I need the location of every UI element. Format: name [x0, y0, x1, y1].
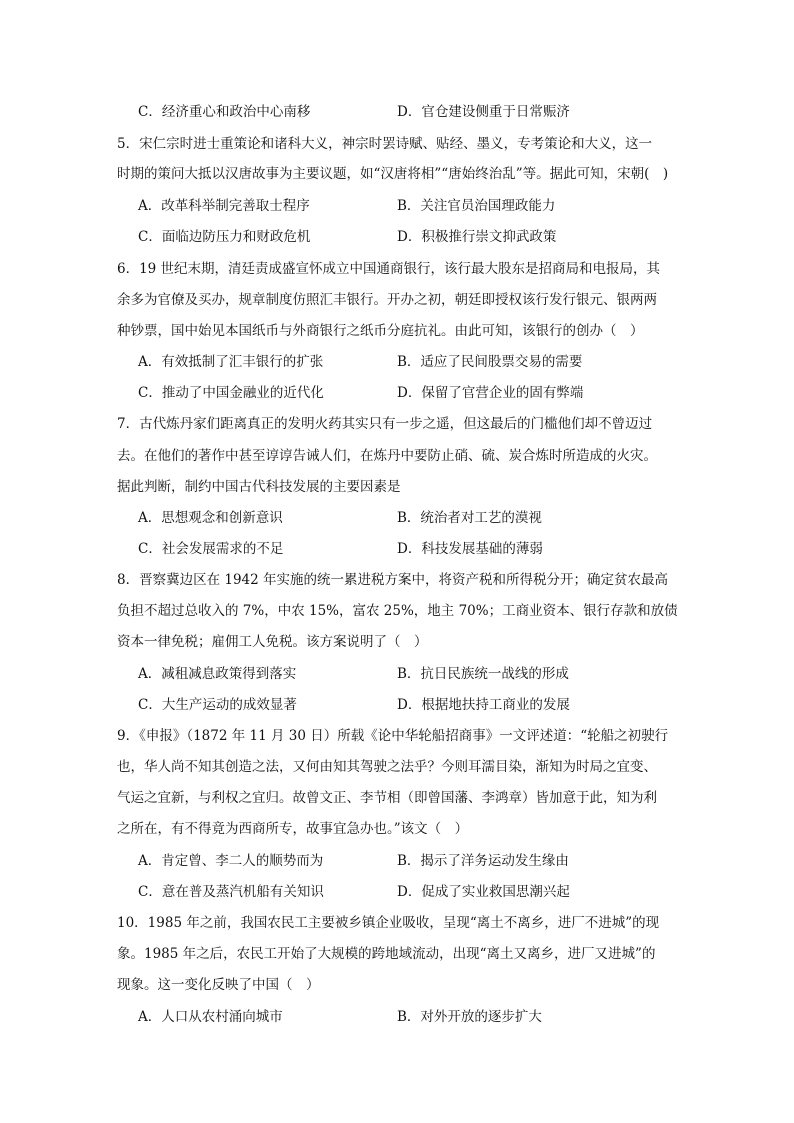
q8-stem-line-3: 资本一律免税；雇佣工人免税。该方案说明了（ ）: [117, 634, 428, 650]
q7-stem-line-3: 据此判断，制约中国古代科技发展的主要因素是: [117, 479, 401, 495]
q6-option-b: B．适应了民间股票交易的需要: [397, 354, 583, 370]
q10-stem-line-3: 现象。这一变化反映了中国（ ）: [117, 977, 320, 993]
q8-option-a: A．减租减息政策得到落实: [138, 666, 297, 682]
q9-stem-line-1: 9．《申报》（1872 年 11 月 30 日）所载《论中华轮船招商事》一文评述道：“轮船之初驶行: [117, 728, 669, 744]
q8-stem-line-1: 8．晋察冀边区在 1942 年实施的统一累进税方案中，将资产税和所得税分开；确定贫农最高: [117, 572, 669, 588]
q4-option-c: C．经济重心和政治中心南移: [138, 104, 311, 120]
q7-stem-line-1: 7．古代炼丹家们距离真正的发明火药其实只有一步之遥，但这最后的门槛他们却不曾迈过: [117, 416, 653, 432]
q7-option-c: C．社会发展需求的不足: [138, 541, 284, 557]
q4-option-d: D．官仓建设侧重于日常赈济: [397, 104, 570, 120]
q5-option-c: C．面临边防压力和财政危机: [138, 229, 311, 245]
q9-stem-line-2: 也，华人尚不知其创造之法，又何由知其驾驶之法乎？今则耳濡目染，渐知为时局之宜变、: [117, 759, 657, 775]
q5-option-b: B．关注官员治国理政能力: [397, 198, 556, 214]
q9-option-d: D．促成了实业救国思潮兴起: [397, 884, 570, 900]
q8-option-d: D．根据地扶持工商业的发展: [397, 697, 570, 713]
q10-stem-line-1: 10．1985 年之前，我国农民工主要被乡镇企业吸收，呈现“离土不离乡，进厂不进城”的现: [117, 915, 660, 931]
q8-option-c: C．大生产运动的成效显著: [138, 697, 297, 713]
q10-stem-line-2: 象。1985 年之后，农民工开始了大规模的跨地域流动，出现“离土又离乡，进厂又进城”的: [117, 946, 656, 962]
q7-option-a: A．思想观念和创新意识: [138, 510, 283, 526]
q8-option-b: B．抗日民族统一战线的形成: [397, 666, 569, 682]
q5-option-d: D．积极推行崇文抑武政策: [397, 229, 557, 245]
q6-stem-line-3: 种钞票，国中始见本国纸币与外商银行之纸币分庭抗礼。由此可知，该银行的创办（ ）: [117, 323, 644, 339]
q6-option-a: A．有效抵制了汇丰银行的扩张: [138, 354, 324, 370]
q10-option-b: B．对外开放的逐步扩大: [397, 1009, 542, 1025]
q6-stem-line-1: 6．19 世纪末期，清廷责成盛宣怀成立中国通商银行，该行最大股东是招商局和电报局，其: [117, 261, 661, 277]
q8-stem-line-2: 负担不超过总收入的 7%，中农 15%，富农 25%，地主 70%；工商业资本、银行存款和放债: [117, 603, 678, 619]
q9-option-a: A．肯定曾、李二人的顺势而为: [138, 853, 324, 869]
q7-stem-line-2: 去。在他们的著作中甚至谆谆告诫人们，在炼丹中要防止硝、硫、炭合炼时所造成的火灾。: [117, 448, 657, 464]
q6-option-d: D．保留了官营企业的固有弊端: [397, 385, 584, 401]
q7-option-d: D．科技发展基础的薄弱: [397, 541, 543, 557]
q7-option-b: B．统治者对工艺的漠视: [397, 510, 542, 526]
q9-stem-line-4: 之所在，有不得竟为西商所专，故事宜急办也。”该文（ ）: [117, 821, 469, 837]
q5-stem-line-1: 5．宋仁宗时进士重策论和诸科大义，神宗时罢诗赋、贴经、墨义，专考策论和大义，这一: [117, 136, 653, 152]
q9-option-b: B．揭示了洋务运动发生缘由: [397, 853, 569, 869]
q9-stem-line-3: 气运之宜新，与利权之宜归。故曾文正、李节相（即曾国藩、李鸿章）皆加意于此，知为利: [117, 790, 657, 806]
q9-option-c: C．意在普及蒸汽机船有关知识: [138, 884, 324, 900]
q5-stem-line-2: 时期的策问大抵以汉唐故事为主要议题，如“汉唐将相”“唐始终治乱”等。据此可知，宋朝( ): [117, 166, 669, 182]
q6-option-c: C．推动了中国金融业的近代化: [138, 385, 324, 401]
q10-option-a: A．人口从农村涌向城市: [138, 1009, 283, 1025]
q6-stem-line-2: 余多为官僚及买办，规章制度仿照汇丰银行。开办之初，朝廷即授权该行发行银元、银两两: [117, 292, 657, 308]
q5-option-a: A．改革科举制完善取士程序: [138, 198, 310, 214]
